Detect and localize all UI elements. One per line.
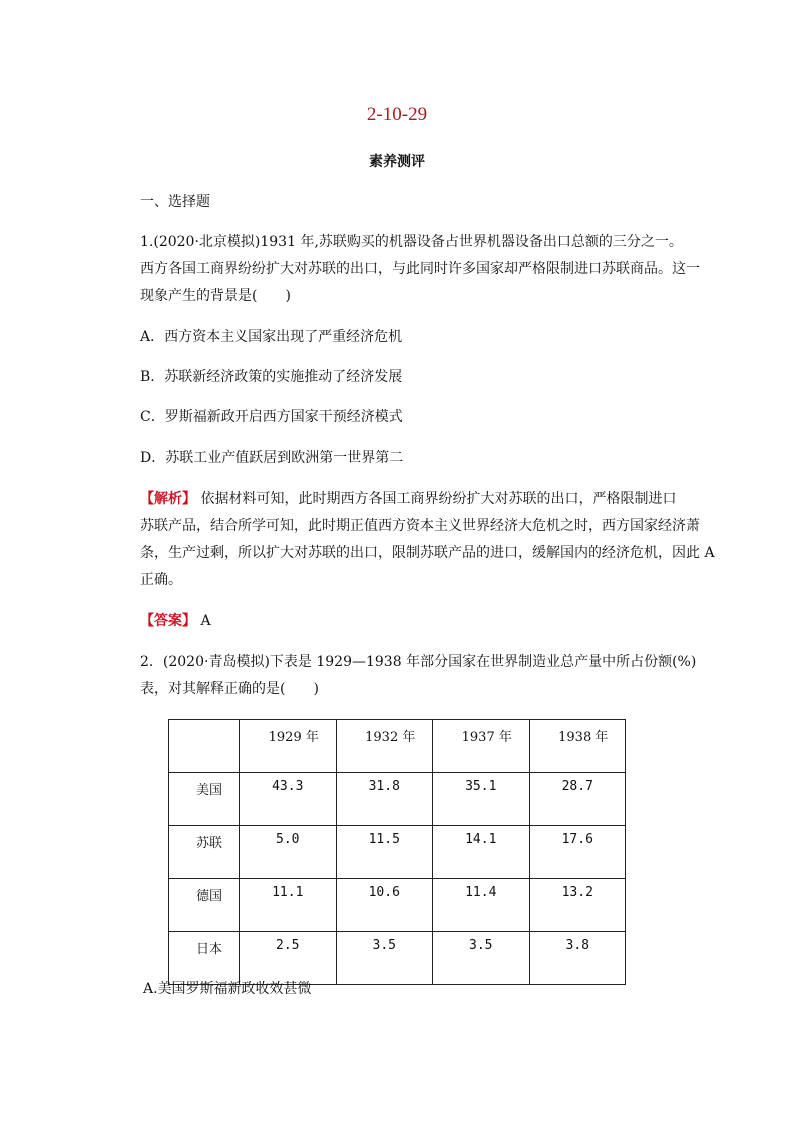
table-column-header: 1937 年 bbox=[433, 720, 530, 773]
question-2-stem-line-2: 表，对其解释正确的是( ) bbox=[140, 681, 319, 697]
table-cell: 35.1 bbox=[433, 773, 530, 826]
table-row bbox=[169, 879, 626, 932]
table-row-header: 苏联 bbox=[169, 826, 240, 879]
table-column-header: 1932 年 bbox=[336, 720, 433, 773]
table-cell: 43.3 bbox=[240, 773, 337, 826]
table-row bbox=[169, 932, 626, 985]
table-cell: 3.8 bbox=[529, 932, 626, 985]
question-1-analysis-line-2: 苏联产品，结合所学可知，此时期正值西方资本主义世界经济大危机之时，西方国家经济萧 bbox=[140, 518, 700, 534]
question-1-analysis-line-1 bbox=[140, 489, 676, 509]
question-1-stem-line-1: 1.(2020·北京模拟)1931 年,苏联购买的机器设备占世界机器设备出口总额的三分之一。 bbox=[140, 234, 683, 250]
table-cell: 5.0 bbox=[240, 826, 337, 879]
table-header-row bbox=[169, 720, 626, 773]
table-cell: 17.6 bbox=[529, 826, 626, 879]
table-row-header: 德国 bbox=[169, 879, 240, 932]
table-cell: 11.1 bbox=[240, 879, 337, 932]
question-2-option-a: A.美国罗斯福新政收效甚微 bbox=[143, 981, 312, 997]
table-row bbox=[169, 773, 626, 826]
table-cell: 13.2 bbox=[529, 879, 626, 932]
analysis-text: 依据材料可知，此时期西方各国工商界纷纷扩大对苏联的出口，严格限制进口 bbox=[196, 491, 677, 507]
question-1-option-c: C．罗斯福新政开启西方国家干预经济模式 bbox=[140, 409, 403, 425]
question-1-stem-line-3: 现象产生的背景是( ) bbox=[140, 288, 291, 304]
table-cell: 28.7 bbox=[529, 773, 626, 826]
answer-tag: 【答案】 bbox=[140, 613, 196, 629]
question-2-stem-line-1: 2．(2020·青岛模拟)下表是 1929—1938 年部分国家在世界制造业总产量中所占份额(%) bbox=[140, 654, 697, 670]
table-cell: 2.5 bbox=[240, 932, 337, 985]
table-cell: 31.8 bbox=[336, 773, 433, 826]
question-1-stem-line-2: 西方各国工商界纷纷扩大对苏联的出口，与此同时许多国家却严格限制进口苏联商品。这一 bbox=[140, 261, 700, 277]
table-cell: 3.5 bbox=[336, 932, 433, 985]
page-title: 素养测评 bbox=[369, 154, 425, 170]
table-corner-cell bbox=[169, 720, 240, 773]
question-1-option-b: B．苏联新经济政策的实施推动了经济发展 bbox=[140, 369, 403, 385]
analysis-tag: 【解析】 bbox=[140, 491, 196, 507]
table-cell: 11.5 bbox=[336, 826, 433, 879]
question-1-analysis-line-3: 条，生产过剩，所以扩大对苏联的出口，限制苏联产品的进口，缓解国内的经济危机，因此 A bbox=[140, 545, 715, 561]
question-1-analysis-line-4: 正确。 bbox=[140, 572, 182, 588]
question-1-answer bbox=[140, 611, 211, 631]
question-1-option-d: D．苏联工业产值跃居到欧洲第一世界第二 bbox=[140, 450, 404, 466]
table-row-header: 美国 bbox=[169, 773, 240, 826]
table-row bbox=[169, 826, 626, 879]
answer-value: A bbox=[196, 613, 211, 629]
table-row-header: 日本 bbox=[169, 932, 240, 985]
table-cell: 3.5 bbox=[433, 932, 530, 985]
table-column-header: 1938 年 bbox=[529, 720, 626, 773]
table-cell: 10.6 bbox=[336, 879, 433, 932]
document-code: 2-10-29 bbox=[366, 104, 428, 125]
table-cell: 11.4 bbox=[433, 879, 530, 932]
section-heading: 一、选择题 bbox=[140, 194, 210, 210]
table-cell: 14.1 bbox=[433, 826, 530, 879]
question-1-option-a: A．西方资本主义国家出现了严重经济危机 bbox=[140, 329, 403, 345]
table-column-header: 1929 年 bbox=[240, 720, 337, 773]
share-table bbox=[168, 719, 626, 985]
